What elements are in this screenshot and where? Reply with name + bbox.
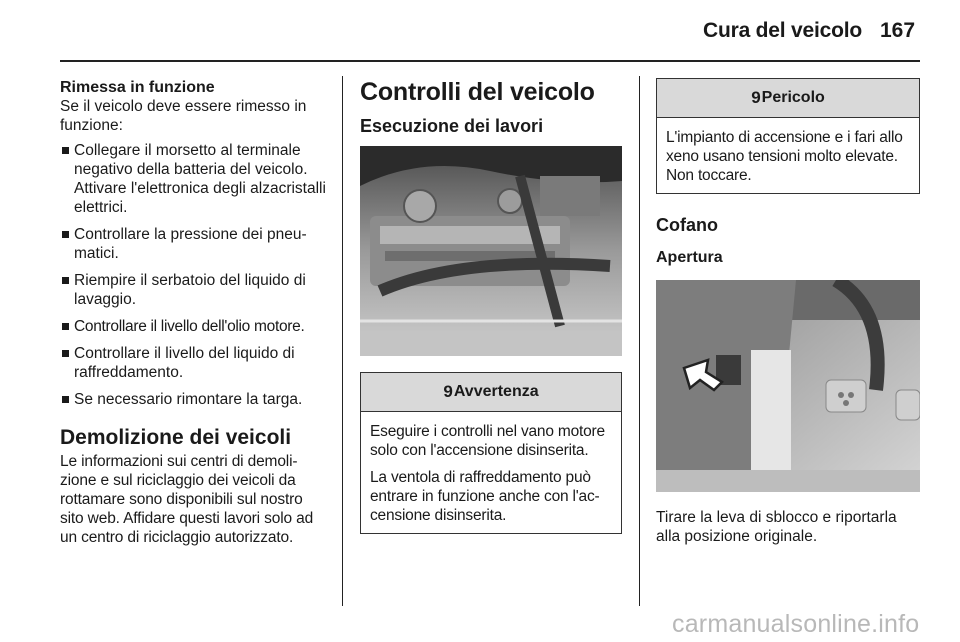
heading-cofano: Cofano <box>656 215 718 235</box>
engine-bay-illustration <box>360 146 622 356</box>
bullet-list <box>60 141 328 409</box>
engine-bay-photo <box>360 146 622 356</box>
page-number: 167 <box>880 19 916 42</box>
danger-body <box>657 118 919 193</box>
demolizione-text: Le informazioni sui centri di demolizione e sul riciclaggio dei veicoli da rottamare sono disponibili sul nostro sito web. Affidare questi lavori solo ad un centro di riciclaggio autorizzato. <box>60 453 314 546</box>
danger-header <box>657 79 919 118</box>
column-divider-1 <box>342 76 343 606</box>
subheading-apertura: Apertura <box>656 249 723 266</box>
heading-controlli: Controlli del veicolo <box>360 78 595 106</box>
heading-rimessa: Rimessa in funzione <box>60 79 215 96</box>
warning-paragraph: Eseguire i controlli nel vano motore solo con l'accensione disinserita. <box>370 423 605 459</box>
list-item: Controllare la pressione dei pneumatici. <box>60 225 328 263</box>
column-middle <box>360 78 622 534</box>
list-item: Se necessario rimontare la targa. <box>60 390 328 409</box>
warning-header <box>361 373 621 412</box>
subheading-esecuzione: Esecuzione dei lavori <box>360 116 544 136</box>
danger-title: Pericolo <box>761 89 825 106</box>
danger-triangle-icon: 9 <box>751 88 761 107</box>
watermark: carmanualsonline.info <box>672 610 920 638</box>
danger-box <box>656 78 920 194</box>
header-rule <box>60 60 920 62</box>
running-header-title: Cura del veicolo <box>703 19 863 42</box>
hood-release-illustration <box>656 280 920 492</box>
heading-demolizione: Demolizione dei veicoli <box>60 426 292 449</box>
warning-triangle-icon: 9 <box>443 382 453 401</box>
column-divider-2 <box>639 76 640 606</box>
list-item: Controllare il livello dell'olio motore. <box>60 317 328 336</box>
apertura-caption: Tirare la leva di sblocco e riportarla alla posizione originale. <box>656 509 897 545</box>
column-right <box>656 78 920 546</box>
warning-title: Avvertenza <box>453 383 539 400</box>
column-left <box>60 78 328 547</box>
list-item: Controllare il livello del liquido di raffreddamento. <box>60 344 328 382</box>
warning-paragraph: La ventola di raffreddamento può entrare in funzione anche con l'accensione disinserita. <box>370 469 600 524</box>
warning-body <box>361 412 621 533</box>
intro-text: Se il veicolo deve essere rimesso in funzione: <box>60 98 307 134</box>
danger-paragraph: L'impianto di accensione e i fari allo xeno usano tensioni molto elevate. Non toccare. <box>666 129 903 184</box>
warning-box <box>360 372 622 534</box>
list-item: Collegare il morsetto al terminale negativo della batteria del veicolo. Attivare l'elettronica degli alzacristalli elettrici. <box>60 141 328 217</box>
hood-release-photo <box>656 280 920 492</box>
list-item: Riempire il serbatoio del liquido di lavaggio. <box>60 271 328 309</box>
